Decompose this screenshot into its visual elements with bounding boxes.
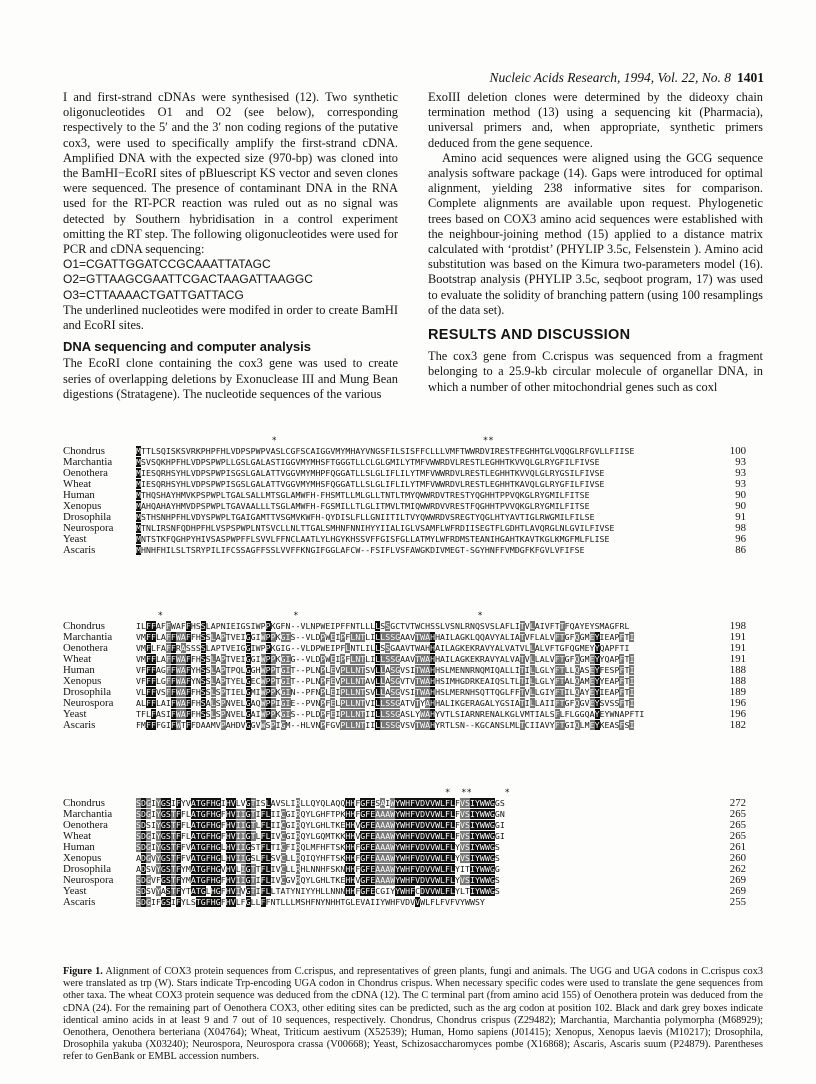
residue-position: 255 [729, 896, 746, 908]
protein-sequence: MTHQSHAYHMVKPSPWPLTGALSALLMTSGLAMWFH-FHSMTLLMLGLLTNTLTMYQWWRDVTRESTYQGHHTPPVQKGLRYGMILFITSE [136, 490, 590, 500]
alignment-row [63, 654, 746, 665]
methods-paragraph-2: The underlined nucleotides were modifed in order to create BamHI and EcoRI sites. [63, 302, 398, 333]
taxon-name: Chondrus [63, 620, 105, 632]
section-heading-dna-sequencing: DNA sequencing and computer analysis [63, 339, 312, 355]
residue-position: 191 [729, 653, 746, 665]
taxon-name: Chondrus [63, 797, 105, 809]
residue-position: 260 [729, 852, 746, 864]
taxon-name: Wheat [63, 478, 92, 490]
residue-position: 93 [735, 456, 746, 468]
alignment-row [63, 534, 746, 545]
taxon-name: Chondrus [63, 445, 105, 457]
alignment-row [63, 676, 746, 687]
protein-sequence: MIESQRHSYHLVDPSPWPISGSLGALATTVGGVMYMHPFQGGATLLSLGLIFLILYTMFVWWRDVLRESTLEGHHTKVVQLGLRYGSILFIVSE [136, 468, 605, 478]
residue-position: 196 [729, 708, 746, 720]
methods-paragraph-1: I and first-strand cDNAs were synthesised (12). Two synthetic oligonucleotides O1 and O2 (see below), corresponding respectively to the 5′ and the 3′ non coding regions of the putative cox3, were used to specifically amplify the first-strand cDNA. Amplified DNA with the expected size (970-bp) was cloned into the BamHI−EcoRI sites of pBluescript KS vector and seven clones were sequenced. The presence of contaminant DNA in the RNA used for the RT-PCR reaction was ruled out as no signal was detected by Southern hybridisation in a control experiment omitting the RT step. The following oligonucleotides were used for PCR and cDNA sequencing: [63, 90, 398, 257]
protein-sequence: ILFFAFFWAFFHSSLAPNIEIGSIWPPKGFN--VLNPWEIPFFNTLLLLSSGCTVTWCHSSLVSNLRNQSVSLAFLITVLAIVFTTFQAYEYSMAGFRL [136, 621, 630, 631]
taxon-name: Oenothera [63, 467, 108, 479]
residue-position: 265 [729, 830, 746, 842]
alignment-row [63, 457, 746, 468]
taxon-name: Ascaris [63, 544, 96, 556]
residue-position: 265 [729, 819, 746, 831]
alignment-row [63, 468, 746, 479]
alignment-row [63, 545, 746, 556]
figure-caption-text: Alignment of COX3 protein sequences from C.crispus, and representatives of green plants, fungi and animals. The UGG and UGA codons in C.crispus cox3 were translated as trp (W). Stars indicate Trp-encoding UGA codon in Chondrus crispus. When necessary specific codes were used to translate the gene sequences from other taxa. The wheat COX3 protein sequence was deduced from the cDNA (12). The C terminal part (from amino acid 155) of Oenothera protein was deduced from the cDNA (24). For the remaining part of Oenothera COX3, other editing sites can be predicted, such as the arg codon at position 102. Black and dark grey boxes indicate identical amino acids in at least 9 and 7 out of 10 sequences, respectively. Chondrus, Chondrus crispus (Z29482); Marchantia, Marchantia polymorpha (M68929); Oenothera, Oenothera berteriana (X04764); Wheat, Triticum aestivum (X52539); Human, Homo sapiens (J01415); Xenopus, Xenopus laevis (M10217); Drosophila, Drosophila yakuba (X03240); Neurospora, Neurospora crassa (V00668); Yeast, Schizosaccharomyces pombe (X16868); Ascaris, Ascaris suum (P24879). Parentheses refer to GenBank or EMBL accession numbers. [63, 966, 764, 1063]
protein-sequence: MAHQAHAYHMVDPSPWPLTGAVAALLLTSGLAMWFH-FGSMILLTLGLITMVLTMIQWWRDVVRESTFQGHHTPVVQKGLRYGMILFITSE [136, 501, 590, 511]
alignment-row [63, 798, 746, 809]
protein-sequence: SDGIYGSTFFLATGFHGFHVIIGTIFLIICGIRQYLGHFTPKHHFGFEAAAWYWHFVDVVWLFLFVSIYWWGGN [136, 809, 505, 819]
methods-paragraph-4: ExoIII deletion clones were determined by the dideoxy chain termination method (13) using a sequencing kit (Pharmacia), universal primers and, when appropriate, synthetic primers deduced from the gene sequence. [428, 90, 763, 150]
uga-star-markers: * ** [136, 436, 494, 446]
taxon-name: Drosophila [63, 511, 111, 523]
oligo-o3: O3=CTTAAAACTGATTGATTACG [63, 287, 244, 302]
protein-sequence: MSVSQKHPFHLVDPSPWPLLGSLGALASTIGGVMYMHSFTGGGTLLCLGLGMILYTMFVWWRDVLRESTLEGHHTKVVQLGLRYGFILFIVSE [136, 457, 600, 467]
residue-position: 91 [735, 511, 746, 523]
running-header [438, 70, 764, 86]
protein-sequence: MTTLSQISKSVRKPHPFHLVDPSPWPVASLCGFSCAIGGVMYMHAYVNGSFILSISFFCLLLVMFTWWRDVIRESTFEGHHTGLVQQGLRFGVLLFIISE [136, 446, 635, 456]
taxon-name: Xenopus [63, 675, 102, 687]
taxon-name: Xenopus [63, 852, 102, 864]
residue-position: 90 [735, 500, 746, 512]
residue-position: 189 [729, 686, 746, 698]
methods-paragraph-5: Amino acid sequences were aligned using the GCG sequence analysis software package (14). Gaps were introduced for optimal alignment, yielding 238 informative sites for comparison. Complete alignments are available upon request. Phylogenetic trees based on COX3 amino acid sequences were established with the neighbour-joining method (15) applied to a distance matrix calculated with ‘protdist’ (PHYLIP 3.5c, Felsenstein ). Amino acid substitution was based on the Kimura two-parameters model (16). Bootstrap analysis (PHYLIP 3.5c, seqboot program, 17) was used to evaluate the solidity of branching pattern (using 100 resamplings of the data set). [428, 150, 763, 317]
taxon-name: Marchantia [63, 456, 113, 468]
oligo-o1: O1=CGATTGGATCCGCAAATTATAGC [63, 257, 271, 272]
taxon-name: Marchantia [63, 808, 113, 820]
protein-sequence: SDSIYGSTFFLATGFHGFHVIIGTLFLIICGIRQYLGHLTKEHHVGFEAAAWYWHFVDVVWLFLFVSIYWWGGI [136, 820, 505, 830]
right-column [428, 90, 763, 395]
residue-position: 93 [735, 478, 746, 490]
alignment-row [63, 853, 746, 864]
residue-position: 198 [729, 620, 746, 632]
protein-sequence: TFLFASIFWAFFHSSLSPNVELGAIWPPKGIS--PLDPFEIPLLNTIILLSSGASLYWAHYVTLSIARNRENALKGLVMTIALSFLFLGGQAYEYWNAPFTI [136, 709, 645, 719]
residue-position: 90 [735, 489, 746, 501]
taxon-name: Ascaris [63, 719, 96, 731]
alignment-row [63, 709, 746, 720]
protein-sequence: VMFLFAFFRASSSSLAPTVEIGGIWPPKGIG--VLDPWEIPFLNTLILLSSGAAVTWAHHAILAGKEKRAVYALVATVLLALVFTGFQGMEYYQAPFTI [136, 643, 630, 653]
alignment-row [63, 621, 746, 632]
residue-position: 188 [729, 675, 746, 687]
residue-position: 191 [729, 642, 746, 654]
taxon-name: Yeast [63, 885, 87, 897]
alignment-row [63, 897, 746, 908]
figure-label: Figure 1. [63, 966, 103, 977]
left-column [63, 90, 398, 402]
alignment-row [63, 886, 746, 897]
alignment-row [63, 687, 746, 698]
taxon-name: Human [63, 664, 95, 676]
taxon-name: Drosophila [63, 686, 111, 698]
taxon-name: Wheat [63, 830, 92, 842]
alignment-row [63, 512, 746, 523]
taxon-name: Ascaris [63, 896, 96, 908]
taxon-name: Neurospora [63, 874, 114, 886]
alignment-row [63, 875, 746, 886]
taxon-name: Marchantia [63, 631, 113, 643]
protein-sequence: SDGVFGSTFYMATGFHGFHVIIGTIFLIVCGVRQYLGHLTKEHHVGFEAAAWYWHFVDVVWLFLYVSIYWWGS [136, 875, 500, 885]
protein-sequence: ALFFLAIFWAFFHSALSPNVELGAQWPPIGIE--PVNPFELPLLNTVILLSSGATVTYAHHALIKGERAGALYGSIATILLAIIFTGFQGVEYSVSSFTI [136, 698, 635, 708]
taxon-name: Neurospora [63, 522, 114, 534]
residue-position: 182 [729, 719, 746, 731]
taxon-name: Oenothera [63, 642, 108, 654]
protein-sequence: MSTHSNHPFHLVDYSPWPLTGAIGAMTTVSGMVKWFH-QYDISLFLLGNIITILTVYQWWRDVSREGTYQGLHTYAVTIGLRWGMILFILSE [136, 512, 595, 522]
residue-position: 272 [729, 797, 746, 809]
residue-position: 269 [729, 874, 746, 886]
figure-caption [63, 966, 763, 1064]
alignment-row [63, 842, 746, 853]
uga-star-markers: * * * [136, 611, 483, 621]
taxon-name: Oenothera [63, 819, 108, 831]
alignment-row [63, 501, 746, 512]
protein-sequence: MTNLIRSNFQDHPFHLVSPSPWPLNTSVCLLNLTTGALSMHNFNNIHYYIIALIGLVSAMFLWFRDIISEGTFLGDHTLAVQRGLNLGVILFIVSE [136, 523, 615, 533]
alignment-row [63, 809, 746, 820]
alignment-block-2 [63, 612, 746, 731]
protein-sequence: SDSVYASTFYTATGLHGFHVIVGTIFLLTATYNIYYHLLNNNHHFGFECGIYYWHFCDVVWLFLYLTIYWWGS [136, 886, 500, 896]
taxon-name: Human [63, 489, 95, 501]
oligo-o2: O2=GTTAAGCGAATTCGACTAAGATTAAGGC [63, 272, 313, 287]
taxon-name: Xenopus [63, 500, 102, 512]
alignment-row [63, 632, 746, 643]
methods-paragraph-3: The EcoRI clone containing the cox3 gene was used to create series of overlapping deletions by Exonuclease III and Mung Bean digestions (Stratagene). The nucleotide sequences of the various [63, 356, 398, 401]
taxon-name: Drosophila [63, 863, 111, 875]
alignment-block-1 [63, 437, 746, 556]
protein-sequence: ADSVYGSTFYMATGFHGVHVLIGTTFLIVCLLRHLNNHFSKNHHFGFEAAAWYWHFVDVVWLFLYITIYWWGG [136, 864, 500, 874]
uga-star-markers: * ** * [136, 788, 510, 798]
alignment-row [63, 698, 746, 709]
residue-position: 86 [735, 544, 746, 556]
journal-citation: Nucleic Acids Research, 1994, Vol. 22, No. 8 [489, 70, 731, 85]
residue-position: 98 [735, 522, 746, 534]
alignment-row [63, 490, 746, 501]
protein-sequence: ADGVYGSTFFVATGFHGLHVIIGSLFLSVCLLRQIQYHFTSKHHFGFEAAAWYWHFVDVVWLFLYVSIYWWGS [136, 853, 500, 863]
residue-position: 269 [729, 885, 746, 897]
protein-sequence: SDGIYGSTFFLATGFHGFHVIIGTLFLIVCGIRQYLGQMTKKHHVGFEAAAWYWHFVDVVWLFLFVSIYWWGGI [136, 831, 505, 841]
residue-position: 96 [735, 533, 746, 545]
taxon-name: Wheat [63, 653, 92, 665]
residue-position: 196 [729, 697, 746, 709]
alignment-row [63, 643, 746, 654]
alignment-block-3 [63, 789, 746, 908]
alignment-row [63, 479, 746, 490]
alignment-row [63, 665, 746, 676]
protein-sequence: SDGIFGSIFYLSTGFHGFHVLFGLLFFNTLLLMSHFNYNHHTGLEVAIIYWHFVDVVWLFLFVFVYWWSY [136, 897, 485, 907]
taxon-name: Human [63, 841, 95, 853]
protein-sequence: VLFFVSFFWAFFHSSLSPTIELGMIWPPKGIN--PFNPLEIPLLNTSVLLASGVSITWAHHSLMERNHSQTTQGLFFTVLLGIYFTILQAYEYIEAPFTI [136, 687, 635, 697]
protein-sequence: MIESQRHSYHLVDPSPWPISGSLGALATTVGGVMYMHSFQGGATLLSLGLIFLILYTMFVWWRDVLRESTLEGHHTKAVQLGLRYGFILFIVSE [136, 479, 605, 489]
residue-position: 100 [729, 445, 746, 457]
protein-sequence: VMFFLAFFWAFFHSSLAPTVEIGGIWPPKGIG--VLDPWEIPFLNTLILLSSGAAVTWAHHAILAGKEKRAVYALVATVLLALVFTGFQGMEYYQAPFTI [136, 654, 635, 664]
alignment-row [63, 446, 746, 457]
protein-sequence: VMFFLAFFWAFFHSSLAPTVEIGGIWPPKGIS--VLDPWEIPFLNTLILLSSGAAVTWAHHAILAGKLQQAVYALIATVFLALVFTGFQGMEYIEAPFTI [136, 632, 635, 642]
residue-position: 93 [735, 467, 746, 479]
protein-sequence: VFFFLGFFWAFYNSSLAPTYELGECWPPTGIT--PLNPFEVPLLNTAVLLASGVTVTWAHHSIMHGDRKEAIQSLTLTILLGLYFTALQAMEYYEAPFTI [136, 676, 635, 686]
alignment-row [63, 820, 746, 831]
taxon-name: Yeast [63, 533, 87, 545]
residue-position: 262 [729, 863, 746, 875]
residue-position: 188 [729, 664, 746, 676]
results-paragraph-1: The cox3 gene from C.crispus was sequenced from a fragment belonging to a 25.9-kb circular molecule of organellar DNA, in which a number of other mitochondrial genes such as coxl [428, 349, 763, 394]
residue-position: 265 [729, 808, 746, 820]
residue-position: 191 [729, 631, 746, 643]
protein-sequence: SDGIYGSTFFVATGFHGLHVIIGSTFLTICFIRQLMFHFTSKHHFGFEAAAWYWHFVDVVWLFLYVSIYWWGS [136, 842, 500, 852]
alignment-row [63, 864, 746, 875]
protein-sequence: VFFFAGFFWAFYHSSLAPTPQLGGHWPPTGIT--PLNPLEVPLLNTSVLLASGVSITWAHHSLMENNRNQMIQALLITILLGLYFTLLQASEYFESPFTI [136, 665, 635, 675]
alignment-row [63, 831, 746, 842]
protein-sequence: FMFFFGIFWTFFDAAMVPAHDVGGVWSPIGM--HLVNPFGVPLLNTIILLSSGVSVTWAHYRTLSN--KGCANSLMLTCIIAVYFTGIQLMEYKEASFSI [136, 720, 635, 730]
taxon-name: Yeast [63, 708, 87, 720]
protein-sequence: MHNHFHILSLTSRYPILIFCSSAGFFSSLVVFFKNGIFGGLAFCW--FSIFLVSFAWGKDIVMEGT-SGYHNFFVMDGFKFGVLVFIFSE [136, 545, 585, 555]
section-heading-results: RESULTS AND DISCUSSION [428, 327, 631, 344]
alignment-row [63, 523, 746, 534]
alignment-row [63, 720, 746, 731]
residue-position: 261 [729, 841, 746, 853]
protein-sequence: MNTSTKFQGHPYHIVSASPWPFFLSVVLFFNCLAATLYLHGYKHSSVFFGISFGLLATMYLWFRDMSTEANIHGAHTKAVTKGLKMGFMLFLISE [136, 534, 610, 544]
page-number: 1401 [737, 70, 764, 85]
taxon-name: Neurospora [63, 697, 114, 709]
protein-sequence: SDGIYGSIFYVATGFHGIHVLVGTISLAVSLIRLLQYQLAQQHHFGFESAIWYWHFVDVVWLFLFVSIYWWGGS [136, 798, 505, 808]
